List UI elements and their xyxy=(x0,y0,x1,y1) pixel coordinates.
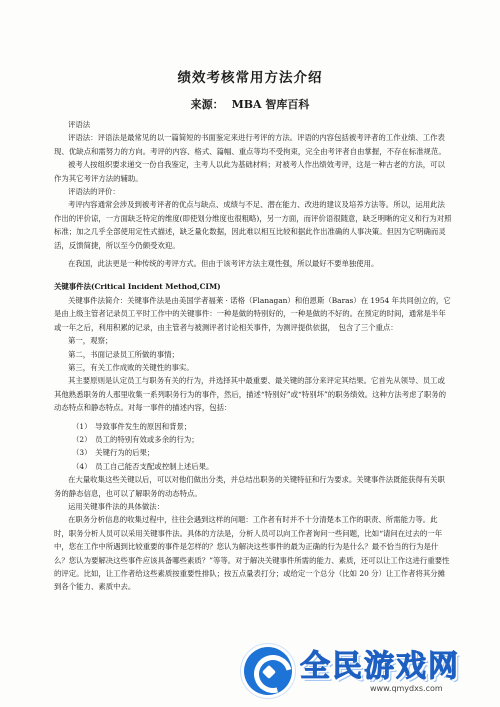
list-item: （4） 员工自己能否支配或控制上述后果。 xyxy=(72,461,214,471)
section-heading-bold: 关键事件法(Critical Incident Method,CIM) xyxy=(54,282,221,292)
watermark-logo-icon xyxy=(244,647,292,695)
watermark-text xyxy=(300,650,460,693)
paragraph: 关键事件法简介：关键事件法是由美国学者福莱 · 诺格（Flanagan）和伯恩斯（Baras）在 1954 年共同创立的，它是由上级主管者记录员工平时工作中的关键事件：一种是做的特别好的，一种是做的不好的。在预定的时间，通常是半年或一年之后，利用积累的记录，由主管者与被测评者讨论相关事件，为测评提供依据， 包含了三个重点： xyxy=(54,295,451,332)
paragraph: 被考人按组织要求递交一份自我鉴定，主考人以此为基础材料；对被考人作出绩效考评，这是一种古老的方法，可以作为其它考评方法的辅助。 xyxy=(54,160,445,183)
section-heading: 运用关键事件法的具体做法： xyxy=(68,501,165,511)
paragraph: 在大量收集这些关键以后，可以对他们做出分类，并总结出职务的关键特征和行为要求。关键事件法既能获得有关职务的静态信息，也可以了解职务的动态特点。 xyxy=(54,475,445,498)
paragraph: 其主要原则是认定员工与职务有关的行为，并选择其中最重要、最关键的部分来评定其结果。它首先从领导、员工或其他熟悉职务的人那里收集一系列职务行为的事件，然后，描述“特别好”或“特别坏”的职务绩效。这种方法考虑了职务的动态特点和静态特点。对每一事件的描述内容，包括： xyxy=(54,376,447,413)
document-body xyxy=(54,118,452,594)
paragraph: 在职务分析信息的收集过程中，往往会遇到这样的问题：工作者有时并不十分清楚本工作的职责、所需能力等。此时，职务分析人员可以采用关键事件法。具体的方法是，分析人员可以向工作者询问一些问题，比如“请问在过去的一年中，您在工作中所遇到比较重要的事件是怎样的？您认为解决这些事件的最为正确的行为是什么？最不恰当的行为是什么？您认为要解决这些事件应该具备哪些素质？”等等。对于解决关键事件所需的能力、素质，还可以让工作这进行重要性的评定。比如，让工作者给这些素质按重要性排队；按五点量表打分；或给定一个总分（比如 20 分）让工作者将其分摊到各个能力、素质中去。 xyxy=(54,515,450,592)
paragraph: 评语法：评语法是最常见的以一篇简短的书面鉴定来进行考评的方法。评语的内容包括被考评者的工作业绩、工作表现、优缺点和需努力的方向。考评的内容、格式、篇幅、重点等均不受拘束，完全由考评者自由掌握，不存在标准规范。 xyxy=(54,133,446,156)
watermark xyxy=(244,641,494,701)
document-title: 绩效考核常用方法介绍 xyxy=(177,70,323,86)
paragraph: 考评内容通常会涉及到被考评者的优点与缺点、成绩与不足、潜在能力、改进的建议及培养方法等。所以，运用此法作出的评价谅，一方面缺乏特定的维度(即使划分维度也很粗略)，另一方面，而评价语很随意，缺乏明晰的定义和行为对照标准；加之几乎全部使用定性式描述，缺乏量化数据，因此难以相互比较和据此作出准确的人事决策。但因为它明确而灵活，反馈简捷，所以至今仍颇受欢迎。 xyxy=(54,200,452,250)
list-item: （2） 员工的特别有效或多余的行为； xyxy=(72,434,199,444)
source-name: MBA 智库百科 xyxy=(231,98,310,111)
list-item: （1） 导致事件发生的原因和背景； xyxy=(72,421,192,431)
list-item: 第一，观察； xyxy=(68,336,113,346)
watermark-name: 全民游戏网 xyxy=(300,648,460,684)
paragraph: 在我国，此法更是一种传统的考评方式。但由于该考评方法主观性强，所以最好不要单独使用。 xyxy=(68,259,379,269)
section-heading: 评语法的评价： xyxy=(68,187,120,197)
watermark-url: www.qmydxs.com xyxy=(370,683,443,693)
list-item: （3） 关键行为的后果； xyxy=(72,448,155,458)
document-source xyxy=(0,96,500,112)
source-label: 来源： xyxy=(190,98,224,111)
list-item: 第二，书面记录员工所做的事情； xyxy=(68,349,179,359)
list-item: 第三，有关工作成败的关键性的事实。 xyxy=(68,362,194,372)
section-heading: 评语法 xyxy=(68,120,91,129)
